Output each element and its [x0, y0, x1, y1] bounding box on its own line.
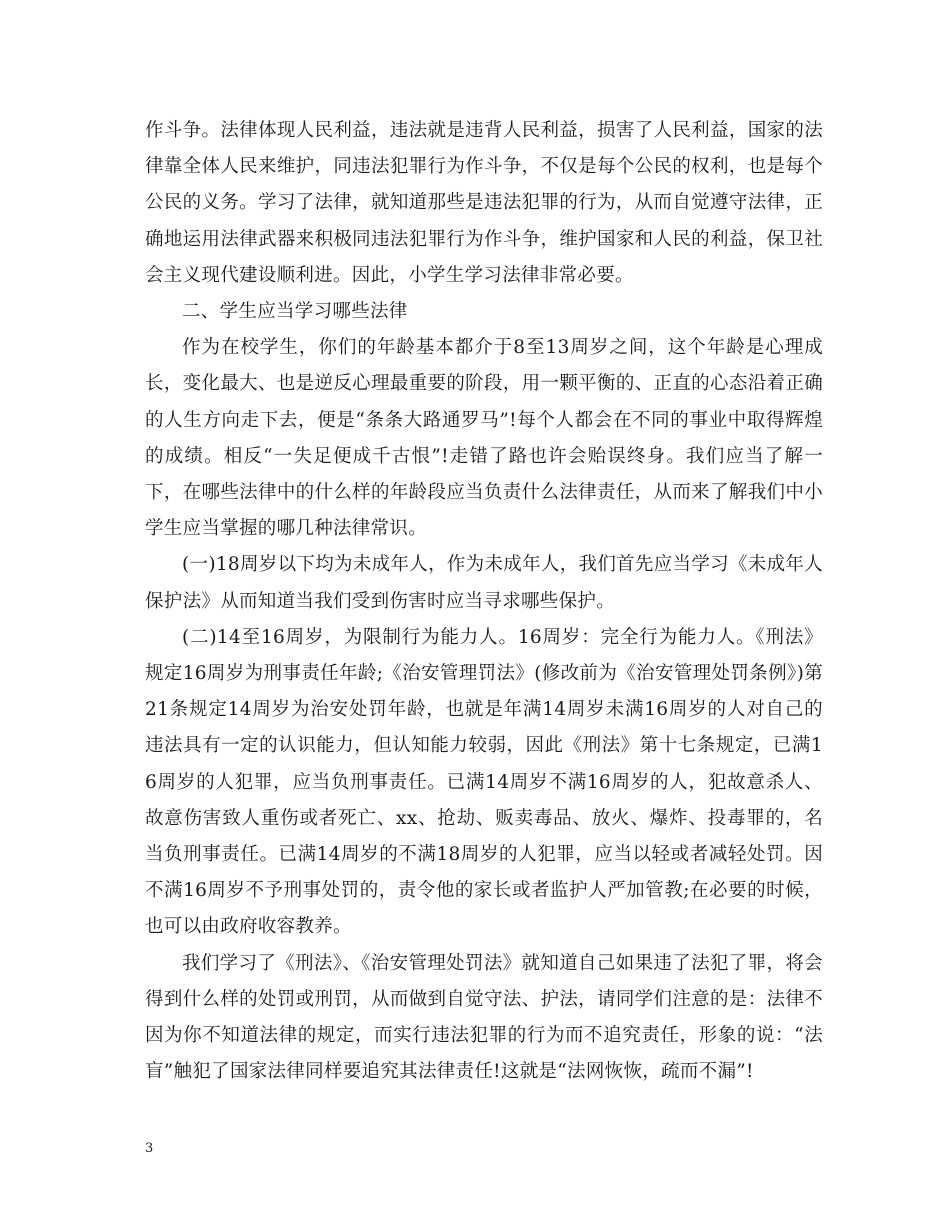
- paragraph-conclusion: 我们学习了《刑法》、《治安管理处罚法》就知道自己如果违了法犯了罪，将会得到什么样的处罚或刑罚，从而做到自觉守法、护法，请同学们注意的是：法律不因为你不知道法律的规定，而实行违法犯罪的行为而不追究责任，形象的说：“法盲”触犯了国家法律同样要追究其法律责任!这就是“法网恢恢，疏而不漏”!: [145, 952, 823, 1083]
- page-number: 3: [145, 1141, 154, 1156]
- document-body: [145, 113, 823, 1090]
- paragraph-item-one: (一)18周岁以下均为未成年人，作为未成年人，我们首先应当学习《未成年人保护法》从而知道当我们受到伤害时应当寻求哪些保护。: [145, 554, 823, 612]
- paragraph-age-overview: 作为在校学生，你们的年龄基本都介于8至13周岁之间，这个年龄是心理成长，变化最大、也是逆反心理最重要的阶段，用一颗平衡的、正直的心态沿着正确的人生方向走下去，便是“条条大路通罗马”!每个人都会在不同的事业中取得辉煌的成绩。相反“一失足便成千古恨”!走错了路也许会贻误终身。我们应当了解一下，在哪些法律中的什么样的年龄段应当负责什么法律责任，从而来了解我们中小学生应当掌握的哪几种法律常识。: [145, 337, 823, 540]
- paragraph-item-two: (二)14至16周岁，为限制行为能力人。16周岁：完全行为能力人。《刑法》规定16周岁为刑事责任年龄;《治安管理罚法》(修改前为《治安管理处罚条例》)第21条规定14周岁为治安处罚年龄，也就是年满14周岁未满16周岁的人对自己的违法具有一定的认识能力，但认知能力较弱，因此《刑法》第十七条规定，已满16周岁的人犯罪，应当负刑事责任。已满14周岁不满16周岁的人，犯故意杀人、故意伤害致人重伤或者死亡、xx、抢劫、贩卖毒品、放火、爆炸、投毒罪的，名当负刑事责任。已满14周岁的不满18周岁的人犯罪，应当以轻或者减轻处罚。因不满16周岁不予刑事处罚的，责令他的家长或者监护人严加管教;在必要的时候，也可以由政府收容教养。: [145, 626, 823, 938]
- section-heading: 二、学生应当学习哪些法律: [182, 301, 408, 323]
- paragraph-continuation: 作斗争。法律体现人民利益，违法就是违背人民利益，损害了人民利益，国家的法律靠全体人民来维护，同违法犯罪行为作斗争，不仅是每个公民的权利，也是每个公民的义务。学习了法律，就知道那些是违法犯罪的行为，从而自觉遵守法律，正确地运用法律武器来积极同违法犯罪行为作斗争，维护国家和人民的利益，保卫社会主义现代建设顺利进。因此，小学生学习法律非常必要。: [145, 120, 823, 286]
